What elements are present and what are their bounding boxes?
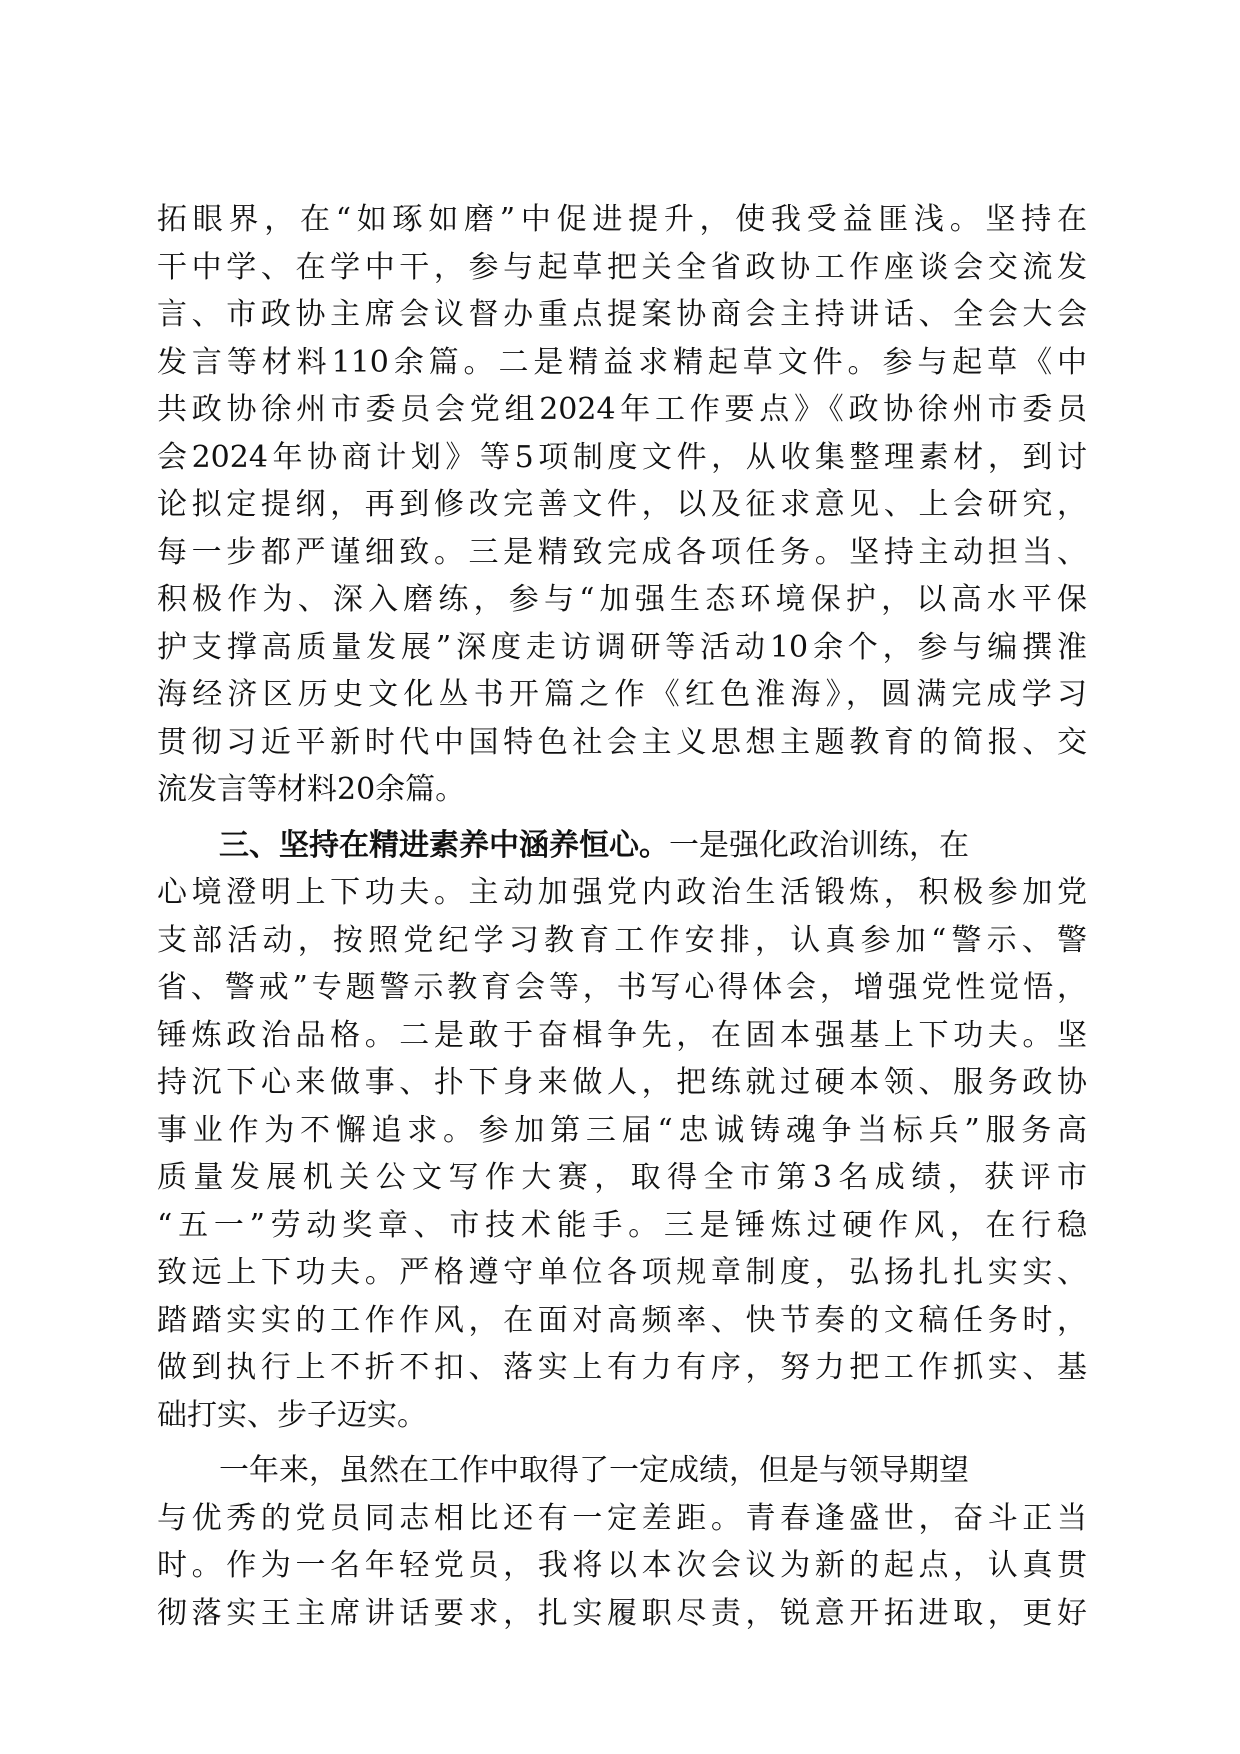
text-line: 干中学、在学中干，参与起草把关全省政协工作座谈会交流发	[157, 249, 1087, 285]
text-line: 与优秀的党员同志相比还有一定差距。青春逢盛世，奋斗正当	[157, 1500, 1087, 1536]
text-line: 支部活动，按照党纪学习教育工作安排，认真参加“警示、警	[157, 922, 1087, 958]
text-line: 心境澄明上下功夫。主动加强党内政治生活锻炼，积极参加党	[157, 875, 1087, 910]
body-text	[157, 196, 1087, 1637]
text-line: 护支撑高质量发展”深度走访调研等活动10余个，参与编撰淮	[157, 629, 1087, 665]
heading-line-rest: 一是强化政治训练，在	[669, 827, 969, 863]
text-line: “五一”劳动奖章、市技术能手。三是锤炼过硬作风，在行稳	[157, 1207, 1087, 1243]
text-line: 海经济区历史文化丛书开篇之作《红色淮海》，圆满完成学习	[157, 677, 1087, 712]
text-line: 论拟定提纲，再到修改完善文件，以及征求意见、上会研究，	[157, 487, 1087, 522]
text-line: 流发言等材料20余篇。	[157, 772, 466, 807]
text-line: 一年来，虽然在工作中取得了一定成绩，但是与领导期望	[219, 1453, 969, 1488]
text-line: 贯彻习近平新时代中国特色社会主义思想主题教育的简报、交	[157, 724, 1087, 760]
text-line: 言、市政协主席会议督办重点提案协商会主持讲话、全会大会	[157, 297, 1087, 332]
text-line: 持沉下心来做事、扑下身来做人，把练就过硬本领、服务政协	[157, 1065, 1087, 1100]
text-line: 踏踏实实的工作作风，在面对高频率、快节奏的文稿任务时，	[157, 1302, 1087, 1338]
paragraph-2	[157, 822, 1087, 1440]
text-line: 省、警戒”专题警示教育会等，书写心得体会，增强党性觉悟，	[157, 970, 1087, 1005]
text-line: 时。作为一名年轻党员，我将以本次会议为新的起点，认真贯	[157, 1548, 1087, 1583]
text-line: 共政协徐州市委员会党组2024年工作要点》《政协徐州市委员	[157, 392, 1087, 427]
paragraph-1	[157, 196, 1087, 814]
text-line: 致远上下功夫。严格遵守单位各项规章制度，弘扬扎扎实实、	[157, 1255, 1087, 1290]
paragraph-3	[157, 1447, 1087, 1637]
text-line: 会2024年协商计划》等5项制度文件，从收集整理素材，到讨	[157, 439, 1087, 475]
text-line: 发言等材料110余篇。二是精益求精起草文件。参与起草《中	[157, 344, 1087, 380]
text-line: 彻落实王主席讲话要求，扎实履职尽责，锐意开拓进取，更好	[157, 1595, 1087, 1631]
text-line: 事业作为不懈追求。参加第三届“忠诚铸魂争当标兵”服务高	[157, 1112, 1087, 1148]
text-line: 础打实、步子迈实。	[157, 1397, 427, 1433]
text-line	[157, 822, 1087, 870]
section-heading: 三、坚持在精进素养中涵养恒心。	[219, 827, 669, 863]
text-line: 做到执行上不折不扣、落实上有力有序，努力把工作抓实、基	[157, 1350, 1087, 1385]
text-line: 锤炼政治品格。二是敢于奋楫争先，在固本强基上下功夫。坚	[157, 1017, 1087, 1053]
text-line: 积极作为、深入磨练，参与“加强生态环境保护，以高水平保	[157, 582, 1087, 617]
text-line: 质量发展机关公文写作大赛，取得全市第3名成绩，获评市	[157, 1160, 1087, 1195]
text-line: 每一步都严谨细致。三是精致完成各项任务。坚持主动担当、	[157, 534, 1087, 570]
text-line: 拓眼界，在“如琢如磨”中促进提升，使我受益匪浅。坚持在	[157, 202, 1087, 237]
